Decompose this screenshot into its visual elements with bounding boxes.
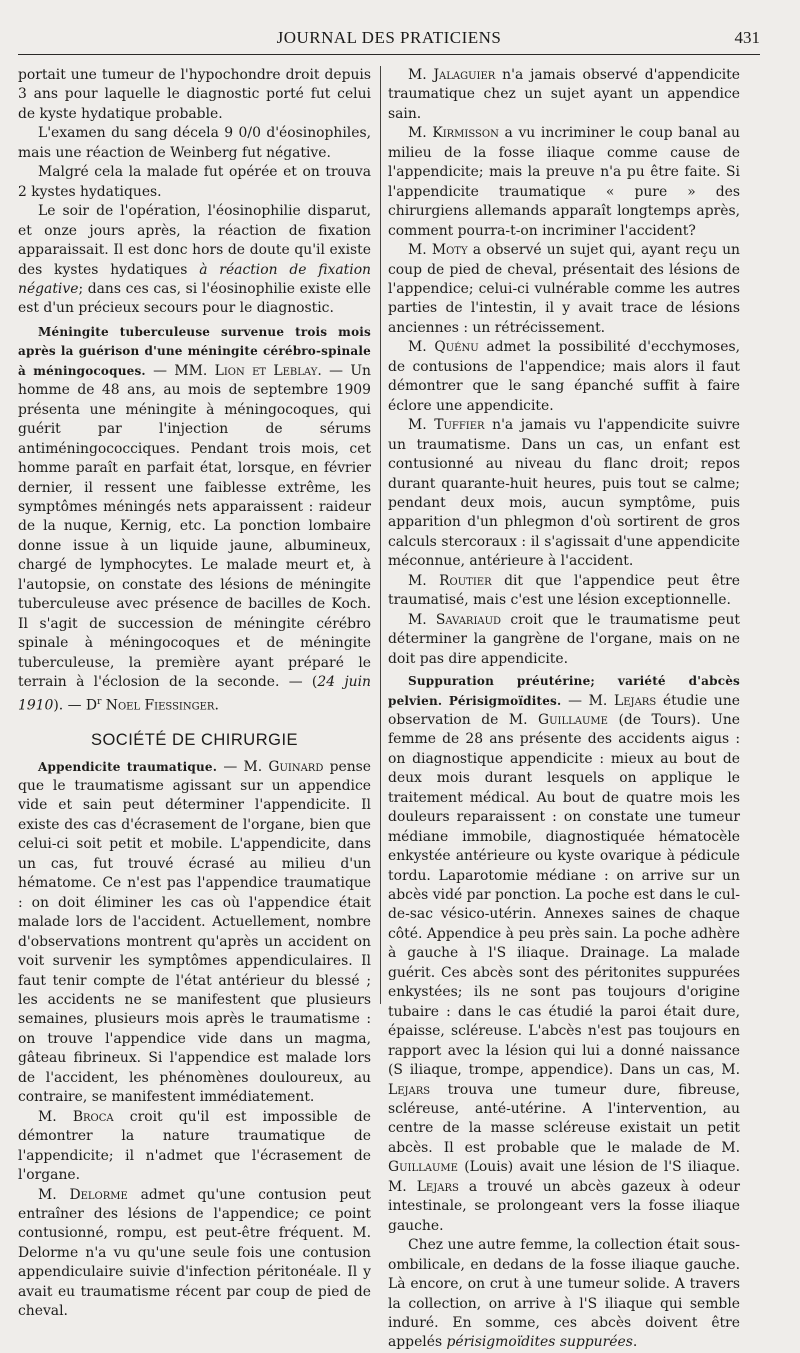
text-run: a observé un sujet qui, ayant reçu un coup de pied de cheval, présentait des lésions de l'appendice; celui-ci vulnérable comme les autres parties de l'intestin, il y avait trace de lésions anciennes : un rétrécissement.	[388, 242, 741, 336]
text-run: dit que l'appendice peut être traumatisé, mais c'est une lésion exceptionnelle.	[388, 572, 740, 609]
paragraph-moty	[388, 241, 740, 338]
text-run: admet qu'une contusion peut entraîner des lésions de l'appendice; ce point contusionné, rompu, est peut-être fréquent. M. Delorme n'a vu qu'une seule fois une contusion appendiculaire suivie d'infection péritonéale. Il y avait eu traumatisme récent par coup de pied de cheval.	[18, 1186, 372, 1320]
left-column	[18, 66, 371, 1322]
text-run: — M.	[561, 692, 615, 709]
text-run: . — Un homme de 48 ans, au mois de septembre 1909 présenta une méningite à méningocoques, qui guérit par l'injection de sérums antiméningococciques. Pendant trois mois, cet homme paraît en parfait état, lorsque, en février dernier, il ressent une faiblesse extrême, les symptômes méningés nets apparaissent : raideur de la nuque, Kernig, etc. La ponction lombaire donne issue à un liquide jaune, albumineux, chargé de lymphocytes. Le malade meurt et, à l'autopsie, on constate des lésions de méningite tuberculeuse avec présence de bacilles de Koch. Il s'agit de succession de méningite cérébro spinale à méningocoques et de méningite tuberculeuse, la première ayant préparé le terrain à l'éclosion de la seconde. — (	[18, 362, 371, 691]
paragraph-autre-femme	[388, 1236, 740, 1353]
text-run: M.	[408, 611, 436, 628]
text-run: a vu incriminer le coup banal au milieu de la fosse iliaque comme cause de l'appendicite; mais la preuve n'a pu être faite. Si l'appendicite traumatique « pure » des chirurgiens allemands apparaît longtemps après, comment pourra-t-on incriminer l'accident?	[388, 125, 740, 239]
paragraph-tuffier	[388, 416, 740, 572]
paragraph-kyste-continuation: portait une tumeur de l'hypochondre droit depuis 3 ans pour laquelle le diagnostic porté fut celui de kyste hydatique probable.	[18, 67, 371, 122]
text-run: admet la possibilité d'ecchymoses, de contusions de l'appendice; mais alors il faut démontrer que le sang épanché suffit à faire éclore une appendicite.	[388, 339, 740, 414]
text-run: — MM.	[145, 362, 215, 379]
text-run: M.	[38, 1186, 70, 1203]
text-run: (de Tours). Une femme de 28 ans présente des accidents aigus : on diagnostique appendicite : mieux au bout de deux mois durant lesquels on applique le traitement médical. Au bout de quatre mois les douleurs reparaissent : on constate une tumeur médiane immobile, diagnostiquée hématocèle enkystée antérieure ou kyste ovarique à pédicule tordu. Laparotomie médiane : on arrive sur un abcès vidé par ponction. La poche est dans le cul-de-sac vésico-utérin. Annexes saines de chaque côté. Appendice à peu près sain. La poche adhère à gauche à l'S iliaque. Drainage. La malade guérit. Ces abcès sont des péritonites suppurées enkystées; ils ne sont pas toujours d'origine tubaire : dans le cas étudié la paroi était dure, épaisse, scléreuse. L'abcès n'est pas toujours en rapport avec la lésion qui lui a donné naissance (S iliaque, trompe, appendice). Dans un cas, M.	[388, 711, 740, 1079]
text-run: (Louis) avait une lésion de l'S iliaque. M.	[388, 1159, 740, 1195]
paragraph-kirmisson	[388, 124, 740, 241]
text-run: a trouvé un abcès gazeux à odeur intestinale, se prolongeant vers la fosse iliaque gauche.	[388, 1178, 740, 1234]
text-run: n'a jamais observé d'appendicite traumatique chez un sujet ayant un appendice sain.	[388, 67, 740, 122]
text-run: croit qu'il est impossible de démontrer la nature traumatique de l'appendicite; il n'admet que l'écrasement de l'organe.	[18, 1108, 371, 1184]
column-divider	[380, 66, 381, 1004]
paragraph-routier	[388, 572, 740, 611]
text-run: ; dans ces cas, si l'éosinophilie existe elle est d'un précieux secours pour le diagnostic.	[18, 280, 371, 317]
author-name: Guinard	[268, 758, 324, 775]
rubric-meningite: Méningite tuberculeuse survenue trois mois après la guérison d'une méningite cérébro-spinale à méningocoques.	[18, 324, 371, 378]
section-title-chirurgie: SOCIÉTÉ DE CHIRURGIE	[90, 730, 299, 749]
author-name: Jalaguier	[433, 67, 496, 83]
author-names: Lion et Leblay	[214, 362, 318, 379]
paragraph-quenu	[388, 338, 740, 416]
article-meningite	[18, 323, 371, 716]
text-run: n'a jamais vu l'appendicite suivre un traumatisme. Dans un cas, un enfant est contusionné au niveau du flanc droit; repos durant quarante-huit heures, puis tout se calme; pendant deux mois, aucun symptôme, puis apparition d'un phlegmon d'où sortirent de gros calculs stercoraux : il s'agissait d'une appendicite méconnue, antérieure à l'accident.	[388, 417, 740, 570]
author-name: Guillaume	[538, 711, 608, 728]
author-name: Guillaume	[388, 1159, 458, 1176]
paragraph-eosinophilie	[18, 202, 371, 319]
signature: Noel Fiessinger	[105, 697, 215, 714]
author-name: Quénu	[434, 339, 479, 356]
text-run: M.	[38, 1108, 73, 1125]
author-name: Savariaud	[435, 611, 502, 628]
text-run: Le soir de l'opération, l'éosinophilie disparut, et onze jours après, la réaction de fixation apparaissait. Il est donc hors de doute qu'il existe des kystes hydatiques	[18, 203, 371, 278]
text-run: trouva une tumeur dure, fibreuse, scléreuse, anté-utérine. A l'intervention, au centre de la masse scléreuse existait un petit abcès. Il est probable que le malade de M.	[388, 1081, 740, 1156]
paragraph-delorme	[18, 1186, 371, 1322]
page-number: 431	[734, 28, 760, 47]
paragraph-examen-sang: L'examen du sang décela 9 0/0 d'éosinophiles, mais une réaction de Weinberg fut négative.	[18, 125, 371, 161]
rubric-suppuration: Suppuration préutérine; variété d'abcès pelvien. Périsigmoïdites.	[388, 674, 740, 708]
article-appendicite	[18, 758, 371, 1108]
author-name: Kirmisson	[432, 125, 499, 142]
paragraph-broca	[18, 1108, 371, 1186]
paragraph-savariaud	[388, 611, 740, 669]
text-run: ). — D	[53, 697, 98, 714]
text-run: étudie une observation de M.	[388, 692, 741, 728]
author-name: Moty	[431, 242, 468, 259]
author-name: Routier	[439, 572, 492, 589]
paragraph-jalaguier	[388, 66, 740, 124]
text-run: croit que le traumatisme peut déterminer la gangrène de l'organe, mais on ne doit pas dire appendicite.	[388, 611, 740, 667]
article-date: 24 juin 1910	[18, 674, 371, 714]
rubric-appendicite: Appendicite traumatique.	[38, 759, 218, 774]
text-run: M.	[408, 339, 435, 356]
journal-title: JOURNAL DES PRATICIENS	[276, 28, 502, 47]
dr-superscript: r	[97, 696, 102, 707]
text-run: .	[632, 1334, 638, 1351]
text-run: M.	[408, 125, 433, 142]
text-run: — M.	[217, 758, 269, 775]
italic-term: à réaction de fixation négative	[18, 261, 372, 297]
text-run: .	[214, 697, 219, 714]
italic-term: périsigmoïdites suppurées	[446, 1334, 633, 1351]
text-run: Chez une autre femme, la collection était sous-ombilicale, en dedans de la fosse iliaque gauche. Là encore, on crut à une tumeur solide. A travers la collection, on arrive à l'S iliaque qui semble induré. En somme, ces abcès doivent être appelés	[388, 1237, 740, 1351]
text-run: pense que le traumatisme agissant sur un appendice vide et sain peut déterminer l'appendicite. Il existe des cas d'écrasement de l'organe, bien que celui-ci soit petit et mobile. L'appendicite, dans un cas, fut trouvé écrasé au milieu d'un hématome. Ce n'est pas l'appendice traumatique : on doit éliminer les cas où l'appendice était malade lors de l'accident. Actuellement, nombre d'observations montrent qu'après un accident on voit survenir les symptômes appendiculaires. Il faut tenir compte de l'état antérieur du blessé ; les accidents ne se manifestent que plusieurs semaines, plusieurs mois après le traumatisme : on trouve l'appendice vide dans un magma, gâteau fibrineux. Si l'appendice est malade lors de l'accident, les phénomènes douloureux, au contraire, se manifestent immédiatement.	[18, 758, 371, 1106]
author-name: Broca	[72, 1108, 114, 1125]
article-suppuration	[388, 672, 740, 1236]
running-header	[18, 24, 760, 55]
text-run: M.	[408, 417, 435, 434]
author-name: Lejars	[416, 1178, 459, 1195]
text-run: M.	[408, 572, 440, 589]
text-run: M.	[408, 67, 434, 83]
text-run: M.	[408, 242, 432, 259]
right-column	[388, 66, 740, 1353]
author-name: Tuffier	[434, 417, 485, 434]
author-name: Delorme	[69, 1186, 128, 1203]
author-name: Lejars	[614, 692, 657, 709]
paragraph-operation: Malgré cela la malade fut opérée et on trouva 2 kystes hydatiques.	[18, 164, 371, 200]
author-name: Lejars	[388, 1081, 431, 1098]
